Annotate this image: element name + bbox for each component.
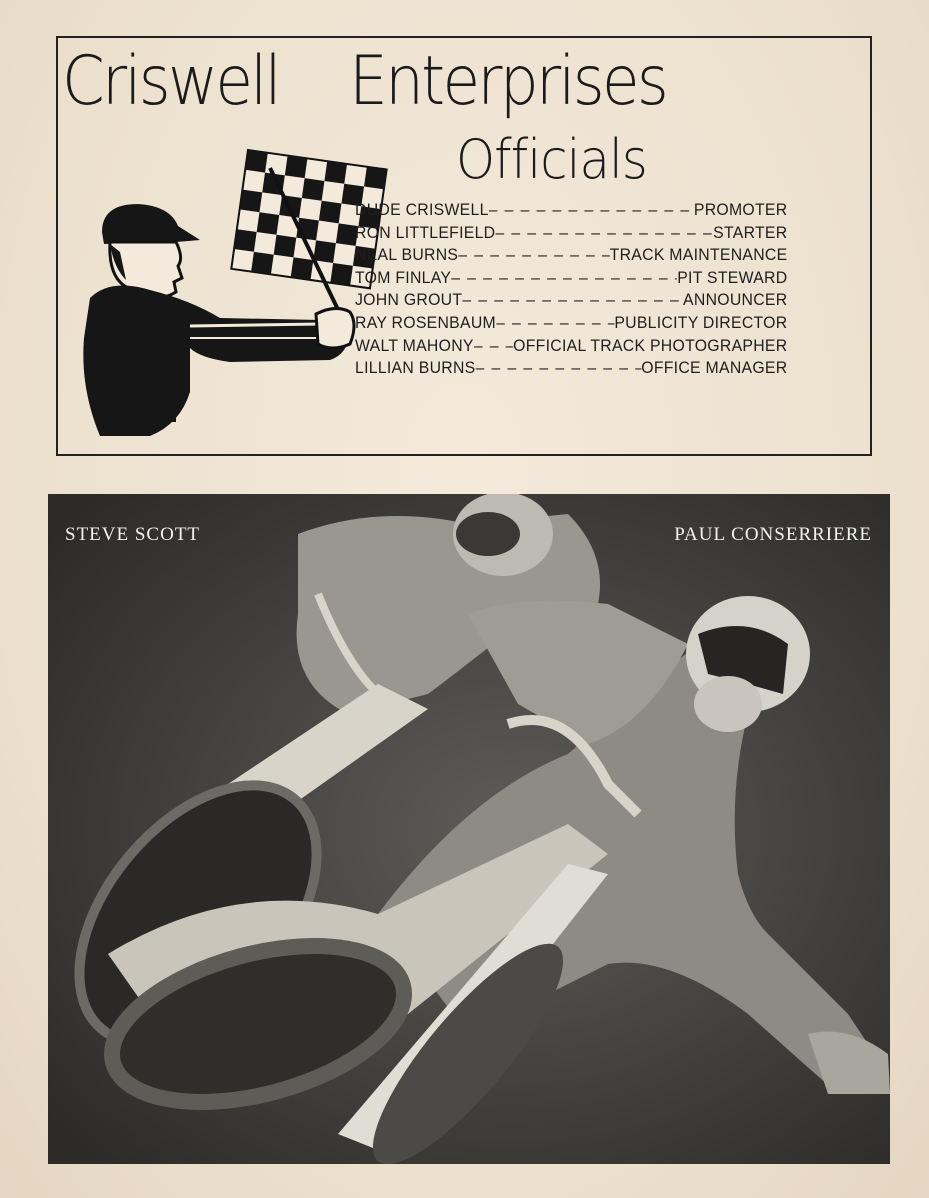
leader-dashes bbox=[475, 358, 641, 378]
official-name: LILLIAN BURNS bbox=[355, 358, 476, 378]
official-row bbox=[355, 245, 787, 268]
officials-heading: Officials bbox=[456, 128, 647, 191]
leader-dashes bbox=[496, 313, 614, 333]
official-row bbox=[355, 268, 787, 291]
flagman-illustration bbox=[80, 148, 390, 438]
official-role: TRACK MAINTENANCE bbox=[609, 245, 788, 265]
official-row bbox=[355, 200, 787, 223]
official-row bbox=[355, 290, 787, 313]
title-enterprises: Enterprises bbox=[349, 42, 667, 121]
official-row bbox=[355, 358, 787, 381]
official-role: OFFICIAL TRACK PHOTOGRAPHER bbox=[513, 335, 788, 355]
official-role: PROMOTER bbox=[693, 200, 788, 219]
official-name: TOM FINLAY bbox=[355, 267, 452, 287]
race-photo bbox=[48, 494, 890, 1164]
official-name: DUDE CRISWELL bbox=[355, 200, 489, 219]
leader-dashes bbox=[489, 200, 694, 220]
leader-dashes bbox=[474, 336, 513, 356]
caption-paul-conserriere: PAUL CONSERRIERE bbox=[674, 524, 872, 545]
officials-list bbox=[355, 200, 787, 381]
official-name: JOHN GROUT bbox=[355, 290, 463, 310]
official-role: OFFICE MANAGER bbox=[641, 358, 788, 378]
leader-dashes bbox=[495, 223, 713, 243]
official-row bbox=[355, 313, 787, 336]
official-row bbox=[355, 336, 787, 359]
official-role: PUBLICITY DIRECTOR bbox=[614, 312, 788, 332]
official-row bbox=[355, 223, 787, 246]
leader-dashes bbox=[462, 290, 683, 310]
official-role: STARTER bbox=[713, 222, 788, 242]
official-name: RON LITTLEFIELD bbox=[355, 222, 496, 242]
caption-steve-scott: STEVE SCOTT bbox=[65, 524, 201, 545]
motorcycle-riders-image bbox=[48, 494, 890, 1164]
official-role: PIT STEWARD bbox=[677, 267, 788, 287]
leader-dashes bbox=[451, 268, 677, 288]
title-criswell: Criswell bbox=[62, 42, 279, 121]
page-title bbox=[62, 42, 666, 121]
leader-dashes bbox=[458, 245, 609, 265]
official-name: NEAL BURNS bbox=[355, 245, 459, 265]
official-role: ANNOUNCER bbox=[683, 290, 788, 310]
official-name: RAY ROSENBAUM bbox=[355, 312, 496, 332]
official-name: WALT MAHONY bbox=[355, 335, 474, 355]
